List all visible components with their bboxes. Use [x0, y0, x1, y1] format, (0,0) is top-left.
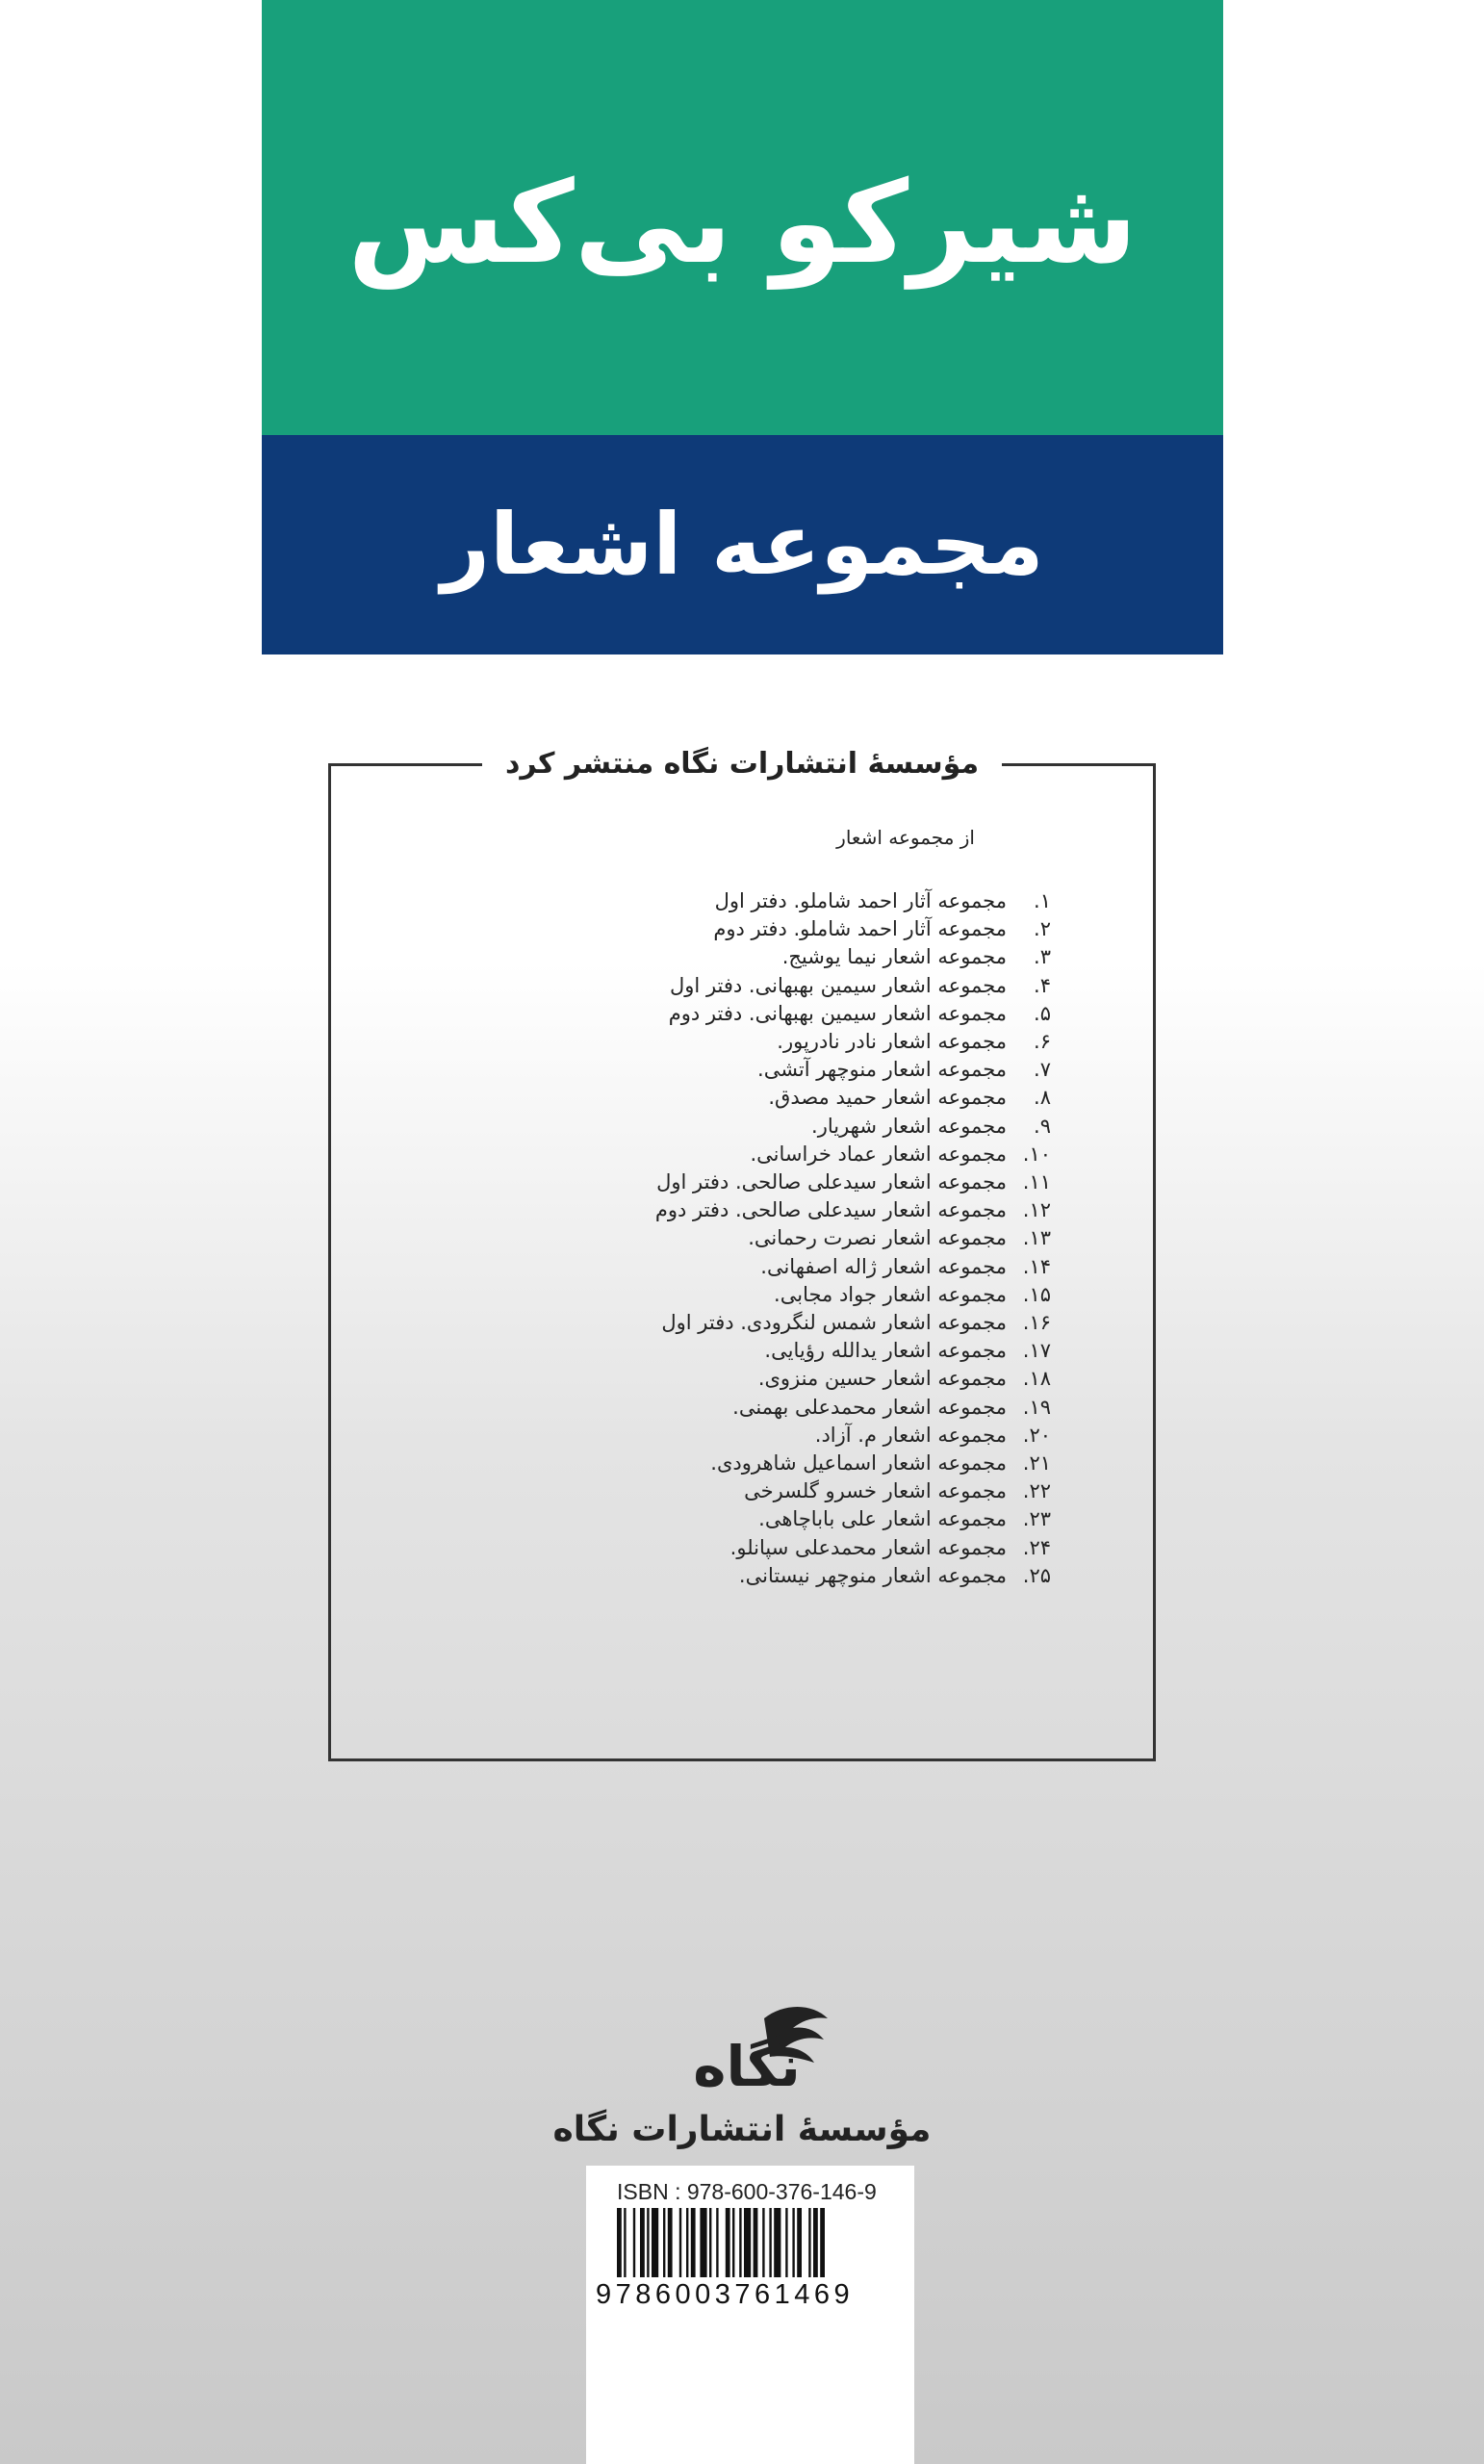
barcode-bar	[726, 2208, 730, 2277]
frame-heading	[331, 745, 1153, 783]
book-number: ۱۷.	[1022, 1339, 1051, 1363]
barcode-bar	[668, 2208, 673, 2277]
book-number: ۶.	[1034, 1030, 1051, 1054]
book-list-item	[655, 1224, 1051, 1252]
book-list-item	[655, 887, 1051, 915]
book-number: ۵.	[1034, 1001, 1051, 1025]
book-title-text: مجموعه اشعار عماد خراسانی.	[750, 1142, 1007, 1166]
book-number: ۱۵.	[1022, 1282, 1051, 1306]
book-number: ۸.	[1034, 1086, 1051, 1110]
barcode-bar	[663, 2208, 665, 2277]
barcode-bar	[647, 2208, 649, 2277]
frame-heading-text: مؤسسۀ انتشارات نگاه منتشر کرد	[482, 745, 1002, 783]
book-list-item	[655, 1000, 1051, 1028]
book-list-item	[655, 1196, 1051, 1224]
barcode-bar	[792, 2208, 794, 2277]
book-list-item	[655, 1534, 1051, 1562]
book-title-text: مجموعه اشعار اسماعیل شاهرودی.	[710, 1451, 1007, 1476]
book-title-text: مجموعه اشعار خسرو گلسرخی	[744, 1479, 1007, 1503]
barcode-bar	[732, 2208, 734, 2277]
book-list-item	[655, 1113, 1051, 1141]
logo-text: نگاه	[693, 2034, 801, 2099]
book-title-text: مجموعه اشعار منوچهر آتشی.	[757, 1058, 1007, 1082]
book-title-text: مجموعه اشعار محمدعلی بهمنی.	[732, 1395, 1007, 1419]
book-number: ۴.	[1034, 973, 1051, 997]
book-title-text: مجموعه اشعار حمید مصدق.	[768, 1086, 1007, 1110]
book-list-item	[655, 1477, 1051, 1505]
publisher-name: مؤسسۀ انتشارات نگاه	[552, 2110, 932, 2149]
publisher-logo	[670, 1997, 833, 2103]
book-title-text: مجموعه اشعار جواد مجابی.	[774, 1282, 1007, 1306]
book-number: ۷.	[1034, 1058, 1051, 1082]
barcode-bar	[716, 2208, 718, 2277]
book-number: ۲.	[1034, 917, 1051, 941]
barcode-bar	[808, 2208, 810, 2277]
book-title-text: مجموعه اشعار حسین منزوی.	[757, 1367, 1007, 1391]
book-title-text: مجموعه آثار احمد شاملو. دفتر دوم	[713, 917, 1007, 941]
publisher-list-frame	[328, 747, 1156, 1761]
barcode-bar	[691, 2208, 696, 2277]
book-number: ۱۱.	[1022, 1170, 1051, 1194]
barcode-panel	[586, 2166, 914, 2464]
book-list-item	[655, 1253, 1051, 1281]
book-title-text: مجموعه اشعار نادر نادرپور.	[777, 1030, 1007, 1054]
isbn-text: ISBN : 978-600-376-146-9	[617, 2179, 877, 2204]
book-list-item	[655, 1084, 1051, 1112]
book-title: مجموعه اشعار	[441, 495, 1044, 594]
barcode-bar	[640, 2208, 645, 2277]
book-title-text: مجموعه اشعار سیدعلی صالحی. دفتر دوم	[654, 1198, 1007, 1222]
book-number: ۲۳.	[1022, 1507, 1051, 1531]
barcode-bar	[617, 2208, 622, 2277]
barcode-bar	[679, 2208, 681, 2277]
barcode-bar	[739, 2208, 741, 2277]
barcode-bar	[686, 2208, 688, 2277]
book-title-text: مجموعه اشعار منوچهر نیستانی.	[738, 1563, 1007, 1587]
barcode-bar	[820, 2208, 825, 2277]
book-title-text: مجموعه اشعار م. آزاد.	[814, 1423, 1007, 1447]
book-title-text: مجموعه اشعار یدالله رؤیایی.	[764, 1339, 1007, 1363]
author-band	[262, 0, 1223, 435]
barcode-bar	[762, 2208, 764, 2277]
book-title-text: مجموعه اشعار سیمین بهبهانی. دفتر دوم	[668, 1001, 1007, 1025]
book-title-text: مجموعه اشعار علی باباچاهی.	[758, 1507, 1007, 1531]
book-title-text: مجموعه اشعار ژاله اصفهانی.	[760, 1254, 1007, 1278]
book-title-text: مجموعه اشعار محمدعلی سپانلو.	[729, 1535, 1007, 1559]
book-list-item	[655, 1168, 1051, 1196]
book-title-text: مجموعه اشعار سیدعلی صالحی. دفتر اول	[656, 1170, 1007, 1194]
barcode-bar	[769, 2208, 771, 2277]
book-title-text: مجموعه اشعار سیمین بهبهانی. دفتر اول	[670, 973, 1007, 997]
book-title-text: مجموعه اشعار شهریار.	[811, 1114, 1007, 1138]
book-list-item	[655, 1281, 1051, 1309]
book-number: ۱۸.	[1022, 1367, 1051, 1391]
book-number: ۲۰.	[1022, 1423, 1051, 1447]
book-number: ۲۱.	[1022, 1451, 1051, 1476]
book-list-item	[655, 1056, 1051, 1084]
list-subheading: از مجموعه اشعار	[836, 826, 975, 849]
barcode-bar	[797, 2208, 802, 2277]
book-number: ۱۶.	[1022, 1311, 1051, 1335]
barcode-digits: 9786003761469	[596, 2279, 855, 2310]
book-title-text: مجموعه اشعار نیما یوشیج.	[781, 945, 1007, 969]
barcode-bar	[754, 2208, 758, 2277]
barcode-bar	[774, 2208, 780, 2277]
book-list-item	[655, 1394, 1051, 1422]
barcode-bar	[785, 2208, 787, 2277]
barcode-bar	[744, 2208, 751, 2277]
barcode-bar	[813, 2208, 818, 2277]
barcode-bars	[617, 2208, 883, 2277]
barcode-bar	[633, 2208, 635, 2277]
barcode-bar	[709, 2208, 711, 2277]
author-name: شیرکو بی‌کس	[347, 156, 1138, 289]
book-list-item	[655, 915, 1051, 943]
book-list-item	[655, 972, 1051, 1000]
book-list-item	[655, 1365, 1051, 1393]
book-list-item	[655, 1141, 1051, 1168]
book-list-item	[655, 1505, 1051, 1533]
book-number: ۱۳.	[1022, 1226, 1051, 1250]
book-number: ۱۲.	[1022, 1198, 1051, 1222]
book-list-item	[655, 943, 1051, 971]
barcode-bar	[700, 2208, 706, 2277]
book-number: ۲۲.	[1022, 1479, 1051, 1503]
book-list-item	[655, 1450, 1051, 1477]
book-number: ۱.	[1034, 889, 1051, 912]
book-number: ۲۵.	[1022, 1563, 1051, 1587]
book-title-text: مجموعه اشعار نصرت رحمانی.	[748, 1226, 1007, 1250]
book-list-item	[655, 1562, 1051, 1590]
book-title-text: مجموعه آثار احمد شاملو. دفتر اول	[714, 889, 1007, 912]
book-number: ۱۰.	[1022, 1142, 1051, 1166]
book-number: ۲۴.	[1022, 1535, 1051, 1559]
book-number: ۹.	[1034, 1114, 1051, 1138]
book-number: ۳.	[1034, 945, 1051, 969]
book-list-item	[655, 1337, 1051, 1365]
barcode-bar	[652, 2208, 658, 2277]
book-number: ۱۴.	[1022, 1254, 1051, 1278]
title-band	[262, 435, 1223, 654]
book-number: ۱۹.	[1022, 1395, 1051, 1419]
book-title-text: مجموعه اشعار شمس لنگرودی. دفتر اول	[661, 1311, 1007, 1335]
book-list-item	[655, 1309, 1051, 1337]
book-list-item	[655, 1422, 1051, 1450]
book-list	[655, 887, 1051, 1590]
barcode-bar	[624, 2208, 626, 2277]
book-list-item	[655, 1028, 1051, 1056]
